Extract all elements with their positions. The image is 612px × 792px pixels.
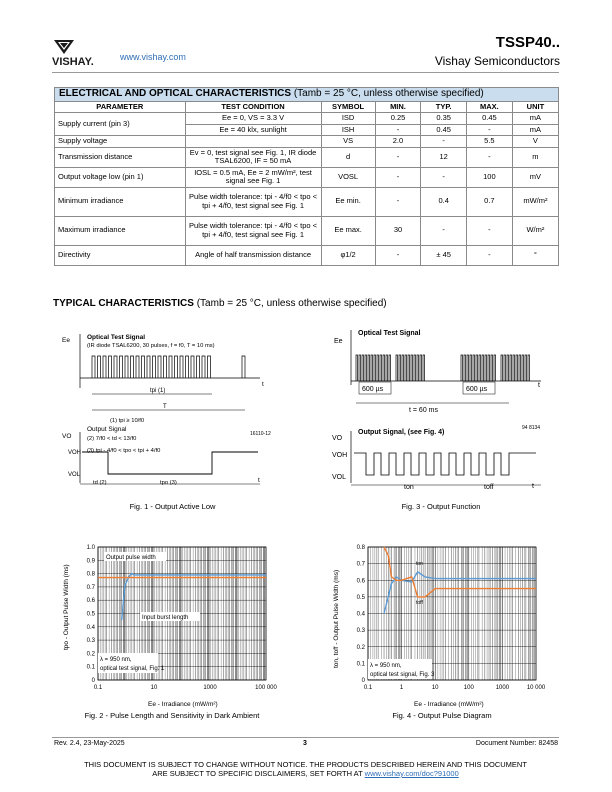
cell: 5.5 — [466, 136, 512, 148]
col-header: TEST CONDITION — [185, 101, 321, 113]
y-tick-label: 0.3 — [356, 628, 365, 635]
fig1-t-label: t — [262, 381, 264, 388]
fig3-t2-label: t — [532, 483, 534, 490]
y-tick-label: 0.5 — [86, 611, 95, 618]
fig4-ylabel: ton, toff - Output Pulse Width (ms) — [333, 569, 340, 668]
table-row — [55, 245, 559, 265]
cell: - — [421, 216, 467, 245]
fig1-signal-sub: (IR diode TSAL6200, 30 pulses, f = f0, T = 10 ms) — [87, 343, 215, 349]
fig1-tpi-label: tpi (1) — [150, 388, 166, 394]
table-row — [55, 187, 559, 216]
cell: - — [375, 167, 421, 187]
cell: - — [421, 136, 467, 148]
cell: Angle of half transmission distance — [185, 245, 321, 265]
y-tick-label: 0.7 — [86, 584, 95, 591]
fig1-tpo-label: tpo (3) — [160, 480, 177, 486]
table-row — [55, 167, 559, 187]
cell: Ev = 0, test signal see Fig. 1, IR diode TSAL6200, IF = 50 mA — [185, 147, 321, 167]
fig3-timing-diagram — [326, 325, 556, 495]
cell: 0.7 — [466, 187, 512, 216]
cell: φ1/2 — [321, 245, 375, 265]
cell: Pulse width tolerance: tpi - 4/f0 < tpo < tpi + 4/f0, test signal see Fig. 1 — [185, 187, 321, 216]
fig2-series-label-out: Output pulse width — [106, 555, 156, 561]
cell: mA — [512, 124, 558, 136]
fig3-pulse-train — [356, 355, 530, 381]
y-tick-label: 0.4 — [86, 624, 95, 631]
cell: - — [375, 245, 421, 265]
fig3-t-label: t — [538, 382, 540, 389]
table-row — [55, 113, 559, 125]
fig1-note1: (1) tpi ≥ 10/f0 — [110, 418, 145, 424]
x-tick-label: 1 — [399, 685, 404, 691]
col-header: UNIT — [512, 101, 558, 113]
fig1-pulse-train — [92, 356, 245, 378]
disclaimer-line1: THIS DOCUMENT IS SUBJECT TO CHANGE WITHOUT NOTICE. THE PRODUCTS DESCRIBED HEREIN AND THIS DOCUMENT — [84, 760, 527, 769]
disclaimer-link[interactable]: www.vishay.com/doc?91000 — [364, 769, 459, 778]
x-tick-label: 10 — [431, 685, 439, 691]
fig4-caption: Fig. 4 - Output Pulse Diagram — [392, 711, 492, 720]
cell: Pulse width tolerance: tpi - 4/f0 < tpo < tpi + 4/f0, test signal see Fig. 1 — [185, 216, 321, 245]
cell: W/m² — [512, 216, 558, 245]
fig1-caption: Fig. 1 - Output Active Low — [129, 502, 216, 511]
y-tick-label: 0.3 — [86, 638, 95, 645]
cell: 12 — [421, 147, 467, 167]
fig1-note3: (3) tpi - 4/f0 < tpo < tpi + 4/f0 — [87, 448, 161, 454]
fig2-note2: optical test signal, Fig. 1 — [100, 666, 165, 672]
cell: Ee min. — [321, 187, 375, 216]
fig3-output-waveform — [354, 453, 536, 475]
fig1-ee-label: Ee — [62, 337, 70, 344]
y-tick-label: 0.7 — [356, 561, 365, 568]
col-header: MIN. — [375, 101, 421, 113]
cell: Supply voltage — [55, 136, 186, 148]
fig1-T-label: T — [163, 404, 167, 410]
y-tick-label: 0.4 — [356, 611, 365, 618]
fig3-caption: Fig. 3 - Output Function — [401, 502, 481, 511]
cell: ISH — [321, 124, 375, 136]
cell: - — [466, 124, 512, 136]
cell: 0.4 — [421, 187, 467, 216]
fig1-vol-label: VOL — [68, 472, 81, 478]
fig4-note2: optical test signal, Fig. 3 — [370, 672, 435, 678]
fig3-ton-label: ton — [404, 484, 414, 491]
fig3-code: 94 8134 — [522, 425, 541, 431]
fig3-signal-title: Optical Test Signal — [358, 330, 421, 337]
y-tick-label: 0.2 — [356, 644, 365, 651]
cell: 0.45 — [421, 124, 467, 136]
svg-text:VISHAY.: VISHAY. — [52, 56, 94, 66]
footer-page-number: 3 — [303, 740, 307, 747]
cell: - — [375, 187, 421, 216]
table-row — [55, 136, 559, 148]
fig1-output-waveform — [82, 452, 258, 474]
characteristics-table — [54, 87, 559, 266]
cell: - — [466, 245, 512, 265]
fig1-timing-diagram — [60, 328, 285, 496]
fig3-period-label: t = 60 ms — [409, 407, 438, 414]
header-rule — [52, 72, 559, 73]
fig1-signal-title: Optical Test Signal — [87, 334, 146, 341]
fig1-output-label: Output Signal — [87, 426, 127, 433]
cell: ISD — [321, 113, 375, 125]
website-link[interactable]: www.vishay.com — [120, 52, 186, 62]
fig2-note1: λ = 950 nm, — [100, 657, 132, 663]
fig3-d2-label: 600 µs — [466, 386, 488, 393]
fig4-note1: λ = 950 nm, — [370, 663, 402, 669]
cell: IOSL = 0.5 mA, Ee = 2 mW/m², test signal see Fig. 1 — [185, 167, 321, 187]
fig2-caption: Fig. 2 - Pulse Length and Sensitivity in Dark Ambient — [84, 711, 260, 720]
fig3-d1-label: 600 µs — [362, 386, 384, 393]
cell: mW/m² — [512, 187, 558, 216]
fig1-vo-label: VO — [62, 433, 72, 440]
fig1-td-label: td (2) — [93, 480, 107, 486]
x-tick-label: 10 000 — [526, 685, 546, 691]
y-tick-label: 0.9 — [86, 558, 95, 565]
cell: m — [512, 147, 558, 167]
fig2-ylabel: tpo - Output Pulse Width (ms) — [63, 564, 70, 650]
disclaimer-line2: ARE SUBJECT TO SPECIFIC DISCLAIMERS, SET FORTH AT — [152, 769, 363, 778]
y-tick-label: 0 — [361, 678, 365, 684]
y-tick-label: 1.0 — [86, 545, 95, 551]
col-header: SYMBOL — [321, 101, 375, 113]
cell: VOSL — [321, 167, 375, 187]
cell: Directivity — [55, 245, 186, 265]
y-tick-label: 0.1 — [356, 661, 365, 668]
col-header: MAX. — [466, 101, 512, 113]
cell: Maximum irradiance — [55, 216, 186, 245]
cell: Supply current (pin 3) — [55, 113, 186, 136]
cell: 0.35 — [421, 113, 467, 125]
y-tick-label: 0.8 — [356, 545, 365, 551]
x-tick-label: 0.1 — [363, 685, 373, 691]
cell: 0.45 — [466, 113, 512, 125]
footer-rule — [52, 737, 559, 738]
x-tick-label: 1000 — [495, 685, 510, 691]
fig4-chart — [328, 540, 550, 708]
cell: V — [512, 136, 558, 148]
cell: ° — [512, 245, 558, 265]
y-tick-label: 0.6 — [356, 578, 365, 585]
cell: - — [375, 147, 421, 167]
fig1-t2-label: t — [258, 477, 260, 484]
y-tick-label: 0.8 — [86, 571, 95, 578]
x-tick-label: 100 000 — [255, 685, 277, 691]
table-title: ELECTRICAL AND OPTICAL CHARACTERISTICS (Tamb = 25 °C, unless otherwise specified) — [55, 88, 559, 102]
fig3-ee-label: Ee — [334, 338, 343, 345]
fig3-toff-label: toff — [484, 484, 494, 491]
cell: - — [466, 147, 512, 167]
footer-document-number: Document Number: 82458 — [475, 740, 558, 747]
cell: 100 — [466, 167, 512, 187]
cell: mA — [512, 113, 558, 125]
fig4-xlabel: Ee - Irradiance (mW/m²) — [414, 701, 484, 708]
cell: mV — [512, 167, 558, 187]
vishay-logo — [52, 38, 122, 66]
y-tick-label: 0.1 — [86, 664, 95, 671]
cell: VS — [321, 136, 375, 148]
col-header: TYP. — [421, 101, 467, 113]
cell: Output voltage low (pin 1) — [55, 167, 186, 187]
fig4-series-label-on: ton — [416, 561, 423, 567]
x-tick-label: 10 — [150, 685, 158, 691]
fig2-series-label-in: Input burst length — [142, 615, 189, 621]
fig1-note2: (2) 7/f0 < td < 13/f0 — [87, 436, 137, 442]
footer-revision: Rev. 2.4, 23-May-2025 — [54, 740, 125, 747]
company-name: Vishay Semiconductors — [434, 54, 560, 68]
cell: 30 — [375, 216, 421, 245]
fig3-vol-label: VOL — [332, 474, 347, 481]
cell: - — [375, 124, 421, 136]
table-header-row — [55, 101, 559, 113]
cell: 2.0 — [375, 136, 421, 148]
fig1-voh-label: VOH — [68, 450, 82, 456]
cell — [185, 136, 321, 148]
cell: 0.25 — [375, 113, 421, 125]
section-title: TYPICAL CHARACTERISTICS (Tamb = 25 °C, unless otherwise specified) — [53, 298, 387, 309]
x-tick-label: 1000 — [203, 685, 217, 691]
cell: Ee max. — [321, 216, 375, 245]
y-tick-label: 0.2 — [86, 651, 95, 658]
disclaimer — [52, 760, 559, 778]
cell: - — [421, 167, 467, 187]
cell: ± 45 — [421, 245, 467, 265]
y-tick-label: 0.5 — [356, 594, 365, 601]
cell: Transmission distance — [55, 147, 186, 167]
fig2-chart — [58, 540, 278, 708]
x-tick-label: 0.1 — [93, 685, 103, 691]
fig3-vo-label: VO — [332, 435, 343, 442]
cell: - — [466, 216, 512, 245]
fig2-xlabel: Ee - Irradiance (mW/m²) — [148, 701, 218, 708]
fig1-code: 16110-12 — [250, 431, 271, 437]
y-tick-label: 0.6 — [86, 598, 95, 605]
col-header: PARAMETER — [55, 101, 186, 113]
fig3-output-label: Output Signal, (see Fig. 4) — [358, 429, 445, 436]
part-number: TSSP40.. — [495, 34, 560, 51]
table-row — [55, 147, 559, 167]
table-row — [55, 216, 559, 245]
x-tick-label: 100 — [463, 685, 474, 691]
fig3-voh-label: VOH — [332, 452, 348, 459]
cell: Minimum irradiance — [55, 187, 186, 216]
cell: Ee = 40 klx, sunlight — [185, 124, 321, 136]
fig4-series-label-off: toff — [416, 600, 423, 606]
cell: Ee = 0, VS = 3.3 V — [185, 113, 321, 125]
cell: d — [321, 147, 375, 167]
y-tick-label: 0 — [91, 678, 95, 684]
